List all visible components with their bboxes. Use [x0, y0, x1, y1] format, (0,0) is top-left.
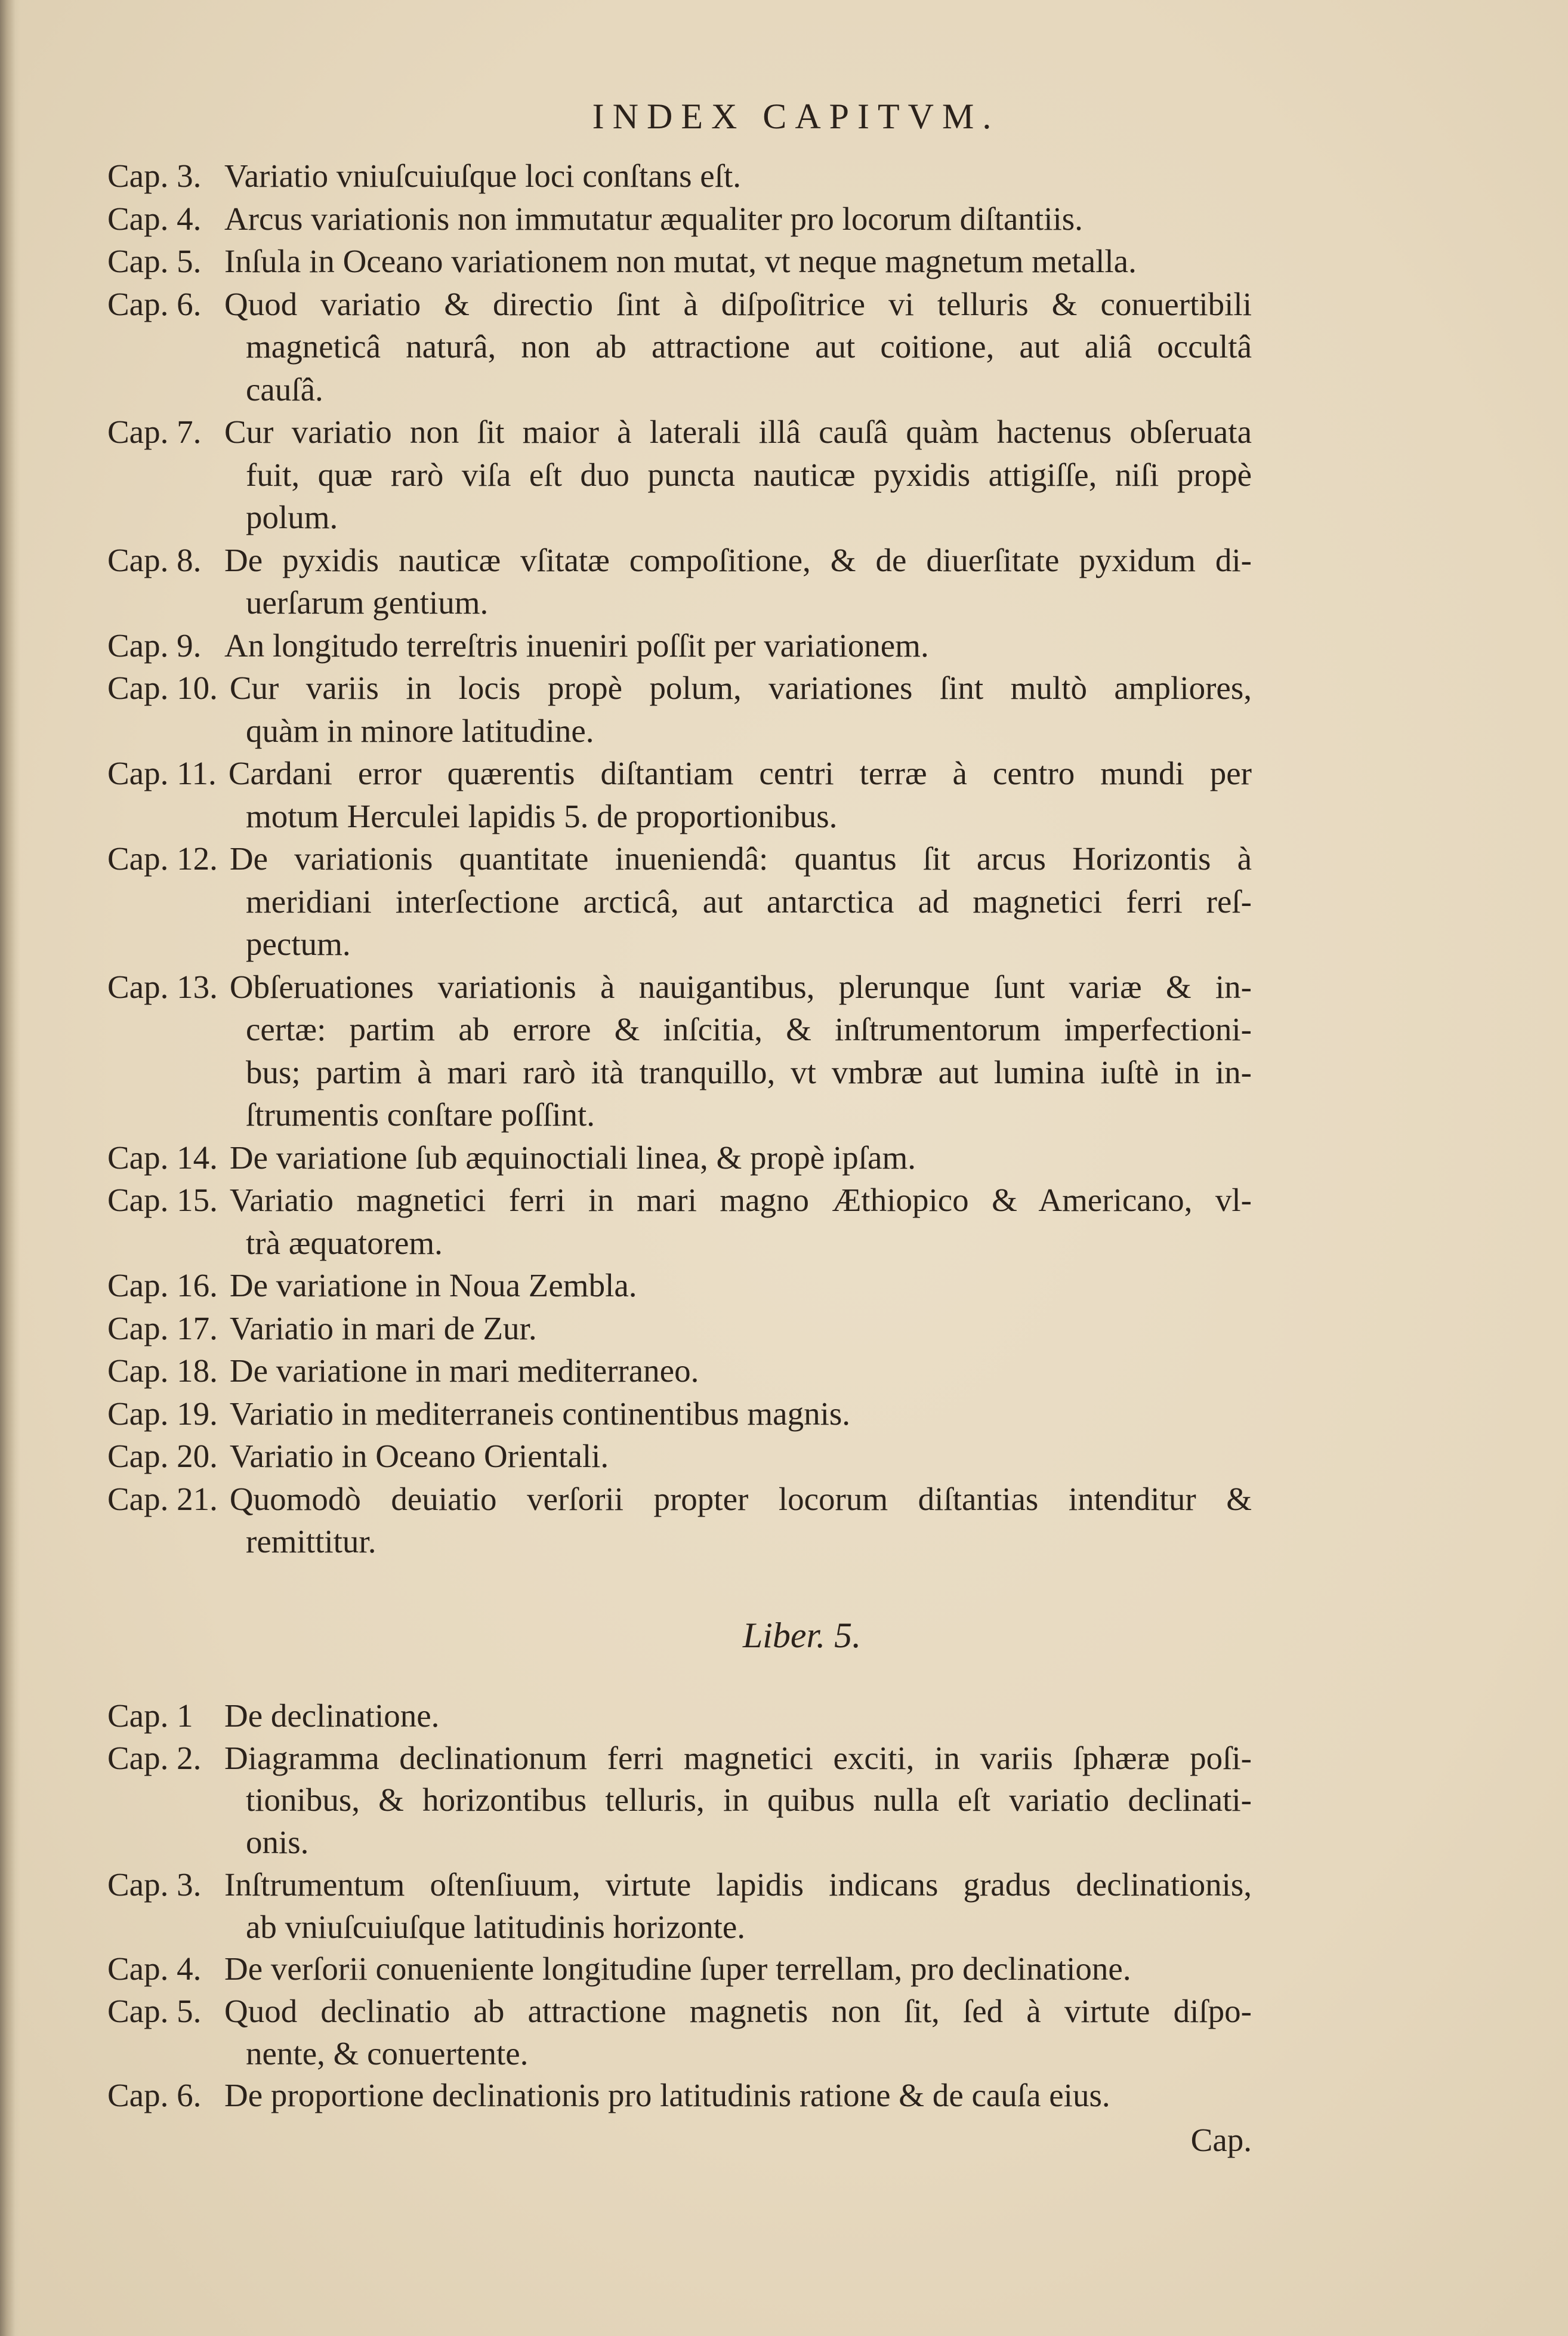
chapter-title-continuation — [107, 880, 1252, 923]
chapter-title-text: De variatione ſub æquinoctiali linea, & propè ipſam. — [229, 1139, 916, 1176]
chapter-title-text: Variatio in mari de Zur. — [229, 1309, 537, 1346]
chapter-title-continuation — [107, 1779, 1252, 1822]
chapter-title-continuation — [107, 1520, 1252, 1563]
chapter-entry — [107, 624, 1252, 667]
chapter-title-continuation — [107, 496, 1252, 539]
chapter-title-text: onis. — [246, 1824, 309, 1861]
chapter-title-text: Quod declinatio ab attractione magnetis non ſit, ſed à virtute diſpo- — [224, 1992, 1252, 2029]
chapter-entry — [107, 1990, 1252, 2075]
chapter-title-text: Cur variatio non ſit maior à laterali illâ cauſâ quàm hactenus obſeruata — [224, 414, 1252, 450]
chapter-title-text: trà æquatorem. — [246, 1224, 443, 1261]
chapter-title-line — [107, 1478, 1252, 1521]
chapter-number: Cap. 18. — [107, 1352, 218, 1389]
chapter-title-text: ab vniuſcuiuſque latitudinis horizonte. — [246, 1908, 746, 1945]
chapter-title-text: tionibus, & horizontibus telluris, in quibus nulla eſt variatio declinati- — [246, 1782, 1252, 1819]
chapter-title-text: cauſâ. — [246, 371, 323, 408]
chapter-number: Cap. 15. — [107, 1182, 218, 1218]
chapter-title-line — [107, 1737, 1252, 1780]
chapter-title-text: nente, & conuertente. — [246, 2035, 529, 2072]
chapter-entry — [107, 752, 1252, 837]
chapter-entry — [107, 1307, 1252, 1350]
chapter-title-line — [107, 283, 1252, 326]
chapter-title-text: De verſorii conueniente longitudine ſuper terrellam, pro declinatione. — [224, 1950, 1131, 1987]
chapter-title-continuation — [107, 923, 1252, 966]
chapter-number: Cap. 6. — [107, 285, 202, 322]
chapter-title-text: Variatio vniuſcuiuſque loci conſtans eſt. — [224, 158, 742, 194]
chapter-entry — [107, 1948, 1252, 1990]
chapter-title-line — [107, 1179, 1252, 1222]
chapter-title-text: An longitudo terreſtris inueniri poſſit per variationem. — [224, 627, 929, 664]
chapter-title-continuation — [107, 1051, 1252, 1094]
chapter-entry — [107, 1695, 1252, 1737]
chapter-number: Cap. 4. — [107, 200, 202, 237]
chapter-title-text: De variatione in Noua Zembla. — [229, 1267, 637, 1303]
chapter-title-line — [107, 539, 1252, 582]
chapter-title-continuation — [107, 1906, 1252, 1949]
chapter-number: Cap. 17. — [107, 1309, 218, 1346]
book-4-chapter-list — [107, 155, 1252, 1563]
chapter-title-text: Cardani error quærentis diſtantiam centri terræ à centro mundi per — [228, 755, 1252, 791]
chapter-entry — [107, 2075, 1252, 2117]
book-binding-shadow — [0, 0, 20, 2336]
chapter-title-text: quàm in minore latitudine. — [246, 712, 594, 749]
chapter-title-text: Variatio in mediterraneis continentibus magnis. — [229, 1395, 851, 1432]
chapter-number: Cap. 21. — [107, 1480, 218, 1517]
chapter-entry — [107, 667, 1252, 752]
chapter-title-text: Inſtrumentum oſtenſiuum, virtute lapidis indicans gradus declinationis, — [224, 1866, 1252, 1903]
chapter-number: Cap. 10. — [107, 670, 218, 706]
chapter-title-continuation — [107, 1008, 1252, 1051]
chapter-number: Cap. 11. — [107, 755, 217, 791]
chapter-title-text: De pyxidis nauticæ vſitatæ compoſitione, & de diuerſitate pyxidum di- — [224, 541, 1252, 578]
chapter-title-line — [107, 198, 1252, 241]
catchword: Cap. — [1190, 2122, 1252, 2158]
chapter-title-text: Obſeruationes variationis à nauigantibus, plerunque ſunt variæ & in- — [229, 968, 1252, 1005]
chapter-title-text: certæ: partim ab errore & inſcitia, & inſtrumentorum imperfectioni- — [246, 1011, 1252, 1047]
chapter-title-line — [107, 752, 1252, 795]
chapter-title-line — [107, 155, 1252, 198]
chapter-entry — [107, 1478, 1252, 1563]
chapter-number: Cap. 8. — [107, 541, 202, 578]
chapter-entry — [107, 1136, 1252, 1179]
chapter-title-line — [107, 837, 1252, 880]
chapter-entry — [107, 1179, 1252, 1264]
page-title: INDEX CAPITVM. — [592, 97, 1000, 136]
chapter-number: Cap. 6. — [107, 2077, 202, 2114]
chapter-title-text: bus; partim à mari rarò ità tranquillo, vt vmbræ aut lumina iuſtè in in- — [246, 1053, 1252, 1090]
chapter-title-text: De variatione in mari mediterraneo. — [229, 1352, 699, 1389]
chapter-title-text: magneticâ naturâ, non ab attractione aut coitione, aut aliâ occultâ — [246, 328, 1252, 365]
chapter-title-text: Quomodò deuiatio verſorii propter locorum diſtantias intenditur & — [229, 1480, 1252, 1517]
chapter-title-line — [107, 1695, 1252, 1737]
chapter-number: Cap. 4. — [107, 1950, 202, 1987]
chapter-title-text: Arcus variationis non immutatur æqualiter pro locorum diſtantiis. — [224, 200, 1083, 237]
chapter-entry — [107, 1435, 1252, 1478]
chapter-entry — [107, 1264, 1252, 1307]
chapter-title-continuation — [107, 1822, 1252, 1864]
chapter-title-line — [107, 624, 1252, 667]
chapter-number: Cap. 12. — [107, 840, 218, 877]
chapter-title-text: De variationis quantitate inueniendâ: quantus ſit arcus Horizontis à — [229, 840, 1252, 877]
chapter-title-line — [107, 966, 1252, 1009]
chapter-title-text: uerſarum gentium. — [246, 584, 489, 621]
chapter-title-continuation — [107, 368, 1252, 411]
chapter-number: Cap. 1 — [107, 1697, 193, 1734]
chapter-title-continuation — [107, 2033, 1252, 2075]
chapter-number: Cap. 9. — [107, 627, 202, 664]
chapter-number: Cap. 3. — [107, 1866, 202, 1903]
book-5-chapter-list — [107, 1695, 1252, 2117]
chapter-title-text: Quod variatio & directio ſint à diſpoſitrice vi telluris & conuertibili — [224, 285, 1252, 322]
chapter-number: Cap. 13. — [107, 968, 218, 1005]
chapter-title-text: Diagramma declinationum ferri magnetici exciti, in variis ſphæræ poſi- — [224, 1739, 1252, 1776]
chapter-title-text: De declinatione. — [224, 1697, 440, 1734]
chapter-title-line — [107, 411, 1252, 454]
chapter-title-line — [107, 2075, 1252, 2117]
chapter-title-line — [107, 667, 1252, 710]
chapter-number: Cap. 20. — [107, 1438, 218, 1474]
chapter-title-text: ſtrumentis conſtare poſſint. — [246, 1096, 595, 1133]
chapter-title-continuation — [107, 710, 1252, 753]
chapter-title-line — [107, 1864, 1252, 1906]
chapter-title-line — [107, 1392, 1252, 1435]
chapter-number: Cap. 5. — [107, 1992, 202, 2029]
chapter-number: Cap. 16. — [107, 1267, 218, 1303]
chapter-title-text: Cur variis in locis propè polum, variationes ſint multò ampliores, — [229, 670, 1252, 706]
chapter-title-text: pectum. — [246, 926, 351, 962]
chapter-title-text: meridiani interſectione arcticâ, aut antarctica ad magnetici ferri reſ- — [246, 883, 1252, 920]
chapter-title-text: Variatio in Oceano Orientali. — [229, 1438, 609, 1474]
chapter-entry — [107, 411, 1252, 539]
chapter-title-continuation — [107, 795, 1252, 838]
chapter-title-text: Inſula in Oceano variationem non mutat, vt neque magnetum metalla. — [224, 243, 1137, 279]
chapter-entry — [107, 837, 1252, 966]
chapter-title-line — [107, 1948, 1252, 1990]
chapter-number: Cap. 14. — [107, 1139, 218, 1176]
chapter-title-continuation — [107, 325, 1252, 368]
chapter-number: Cap. 19. — [107, 1395, 218, 1432]
liber-5-heading: Liber. 5. — [742, 1616, 862, 1655]
chapter-entry — [107, 283, 1252, 411]
chapter-title-text: De proportione declinationis pro latitudinis ratione & de cauſa eius. — [224, 2077, 1110, 2114]
chapter-entry — [107, 155, 1252, 198]
chapter-title-line — [107, 1349, 1252, 1392]
chapter-entry — [107, 1392, 1252, 1435]
chapter-entry — [107, 1737, 1252, 1864]
chapter-entry — [107, 240, 1252, 283]
chapter-title-line — [107, 1307, 1252, 1350]
chapter-title-line — [107, 1990, 1252, 2033]
chapter-title-continuation — [107, 454, 1252, 497]
chapter-title-text: remittitur. — [246, 1523, 376, 1560]
chapter-title-text: polum. — [246, 499, 338, 535]
chapter-entry — [107, 1864, 1252, 1948]
chapter-entry — [107, 198, 1252, 241]
chapter-title-text: fuit, quæ rarò viſa eſt duo puncta nauticæ pyxidis attigiſſe, niſi propè — [246, 456, 1252, 493]
chapter-title-continuation — [107, 581, 1252, 624]
chapter-entry — [107, 539, 1252, 624]
chapter-title-line — [107, 1136, 1252, 1179]
chapter-entry — [107, 1349, 1252, 1392]
chapter-entry — [107, 966, 1252, 1136]
chapter-title-text: Variatio magnetici ferri in mari magno Æthiopico & Americano, vl- — [229, 1182, 1252, 1218]
chapter-number: Cap. 7. — [107, 414, 202, 450]
chapter-title-continuation — [107, 1093, 1252, 1136]
chapter-title-line — [107, 1435, 1252, 1478]
chapter-title-line — [107, 240, 1252, 283]
chapter-number: Cap. 5. — [107, 243, 202, 279]
chapter-number: Cap. 3. — [107, 158, 202, 194]
chapter-title-line — [107, 1264, 1252, 1307]
chapter-title-text: motum Herculei lapidis 5. de proportionibus. — [246, 797, 838, 834]
chapter-number: Cap. 2. — [107, 1739, 202, 1776]
chapter-title-continuation — [107, 1222, 1252, 1265]
